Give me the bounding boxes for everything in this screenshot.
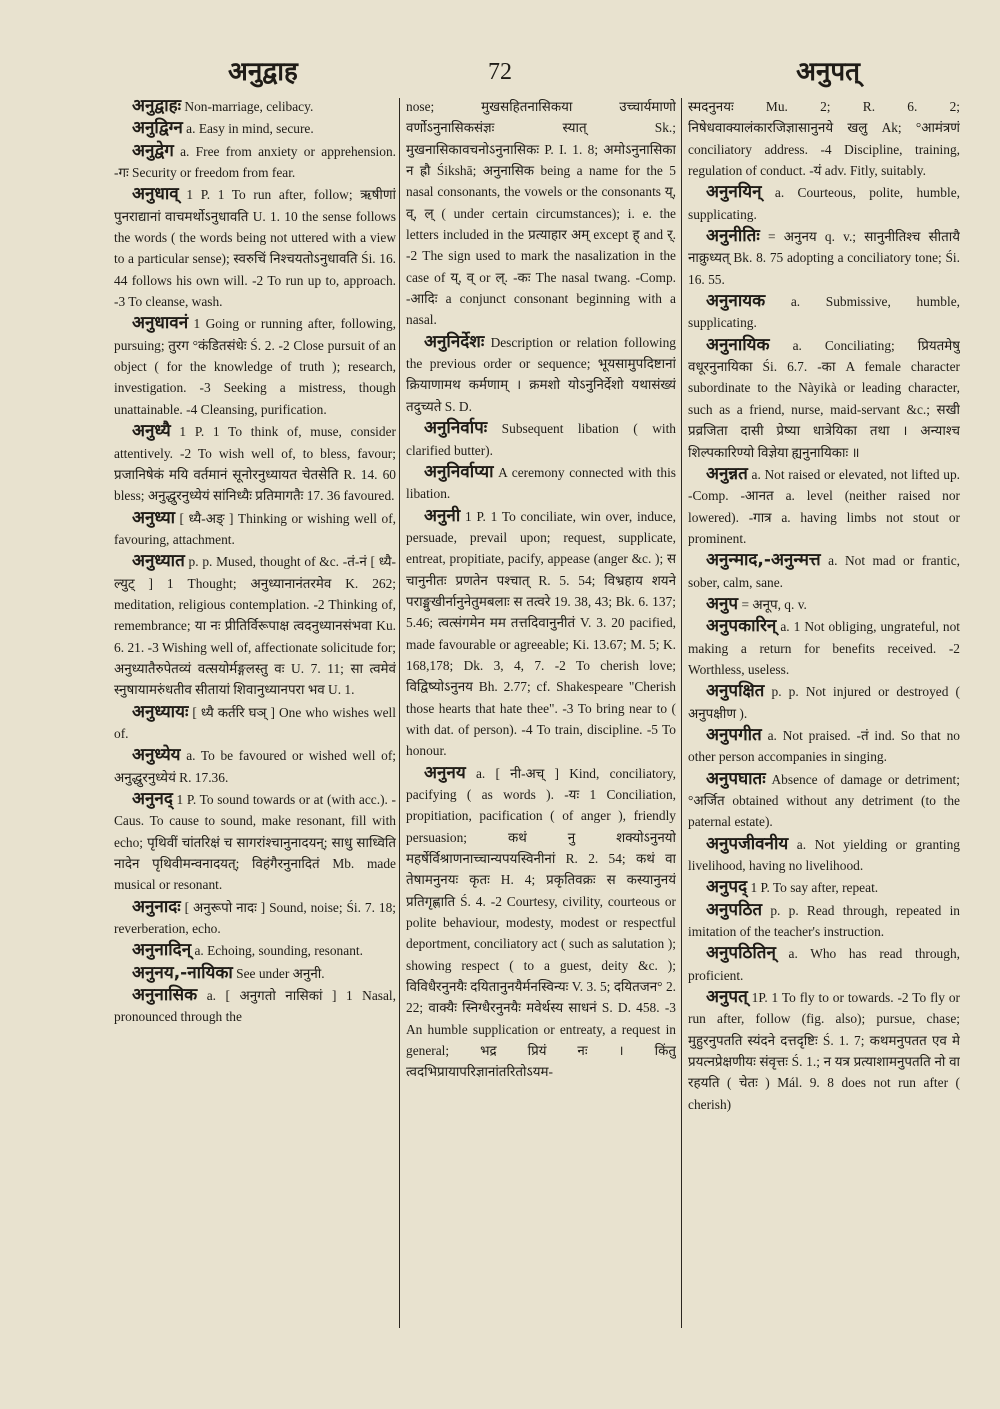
column-left [114,96,396,1332]
dictionary-entry [688,877,960,898]
entry-headword: अनुध्येय [132,745,181,766]
dictionary-entry [114,940,396,961]
dictionary-entry [688,681,960,724]
entry-definition: Description or relation following the previous order or sequence; भूयसामुपदिष्टानां क्रियाणामथ कर्मणाम् । क्रमशो योऽनुनिर्देशो यथासंख्यं तदुच्यते S. D. [406,334,676,414]
entry-definition: a. Courteous, polite, humble, supplicating. [688,185,960,222]
dictionary-entry [114,96,396,117]
column-divider [399,98,400,1328]
entry-headword: अनुनिर्वापः [424,418,488,439]
entry-definition: 1 P. 1 To run after, follow; ऋषीणां पुनराद्यानां वाचमर्थोऽनुधावति U. 1. 10 the sense follows the words ( the words being not uttered with a view to a particular sense); स्वरुचिं निश्चयतोऽनुधावति Śi. 16. 44 follows his own will. -2 To run up to, approach. -3 To cleanse, wash. [114,187,396,310]
entry-headword: अनुनय,-नायिका [132,962,233,983]
entry-headword: अनुनायक [706,291,766,312]
column-middle [406,96,676,1332]
entry-definition: [ अनुरूपो नादः ] Sound, noise; Śi. 7. 18; reverberation, echo. [114,899,396,937]
entry-headword: अनुधावनं [132,313,189,334]
entry-definition: nose; मुखसहितनासिकया उच्चार्यमाणो वर्णोऽनुनासिकसंज्ञः स्यात् Sk.; मुखनासिकावचनोऽनुनासिकः P. I. 1. 8; अमोऽनुनासिका न ह्रौ Śikshā; अनुनासिक being a name for the 5 nasal consonants, the vowels or the consonants य्, व्, ल् ( under certain circumstances); i. e. the letters included in the प्रत्याहार अम् except ह् and र्. -2 The sign used to mark the nasalization in the case of य्, व् or ल्. -कः The nasal twang. -Comp. -आदिः a conjunct consonant beginning with a nasal. [406,99,676,328]
dictionary-entry [688,550,960,593]
entry-definition: Non-marriage, celibacy. [181,99,314,114]
entry-headword: अनुद्वाहः [132,96,182,116]
entry-headword: अनुपत् [706,987,748,1008]
entry-headword: अनुनायिक [706,334,770,355]
entry-definition: a. Easy in mind, secure. [182,121,314,137]
dictionary-entry [688,725,960,768]
dictionary-entry [406,332,676,417]
entry-definition: a. [ अनुगतो नासिकां ] 1 Nasal, pronounced through the [114,988,396,1025]
dictionary-entry [406,763,676,1083]
entry-headword: अनुपघातः [706,768,766,789]
dictionary-entry [688,226,960,290]
entry-headword: अनुद्वेग [132,140,174,161]
entry-headword: अनुनद् [132,789,173,809]
dictionary-entry [688,769,960,833]
dictionary-entry [688,464,960,549]
header-right-guide-word: अनुपत् [796,57,860,87]
entry-headword: अनुप [706,593,739,614]
entry-definition: a. Conciliating; प्रियतमेषु वधूरनुनायिका Śi. 6.7. -का A female character subordinate to the Nàyikà or leading character, such as a friend, nurse, maid-servant &c.; सखी प्रव्रजिता दासी प्रेष्या धात्रेयिका तथा । अन्याश्च शिल्पकारिण्यो विज्ञेया ह्यनुनायिकाः ॥ [688,337,960,460]
entry-headword: अनुपजीवनीय [706,833,789,854]
entry-definition: स्मदनुनयः Mu. 2; R. 6. 2; निषेधवाक्यालंकारजिज्ञासानुनये खलु Ak; °आमंत्रणं conciliatory address. -4 Discipline, training, regulation of conduct. -यं adv. Fitly, suitably. [688,99,960,179]
entry-definition: a. 1 Not obliging, ungrateful, not making a return for benefits received. -2 Worthless, useless. [688,619,960,677]
dictionary-entry [688,291,960,334]
entry-definition: 1 P. To say after, repeat. [747,880,879,896]
dictionary-entry [114,313,396,420]
dictionary-entry [406,418,676,461]
entry-definition: Absence of damage or detriment; °अर्जित obtained without any detriment (to the paternal estate). [688,771,960,830]
entry-definition: 1 P. 1 To conciliate, win over, induce, persuade, prevail upon; request, supplicate, entreat, propitiate, pacify, appease (anger &c. ); स चानुनीतः प्रणतेन पश्चात् R. 5. 54; विभ्रहाय शयने पराङ्मुखीर्नानुनेतुमबलाः स तत्वरे 19. 38, 43; Bk. 6. 137; 5.46; त्वत्संगमेन मम तत्तदिवानुनीतं V. 3. 20 pacified, made favourable or agreeable; Ki. 13.67; M. 5; K. 168,178; Dk. 3, 4, 7. -2 To cherish love; विद्विष्योऽनुनय Bh. 2.77; cf. Shakespeare "Cherish those hearts that hate thee". -3 To bring near to ( with dat. of person). -4 To train, discipline. -5 To honour. [406,508,676,759]
dictionary-entry [688,182,960,225]
entry-definition: 1P. 1 To fly to or towards. -2 To fly or run after, follow (fig. also); pursue, chase; मुहुरनुपतति स्यंदने दत्तदृष्टिः Ś. 1. 7; कथमनुपतत एव मे प्रयत्नप्रेक्षणीयः संवृत्तः Ś. 1.; न यत्र प्रत्याशामनुपतति नो वा रहयति ( चेतः ) Mál. 9. 8 does not run after ( cherish) [688,990,960,1112]
dictionary-entry [114,745,396,788]
dictionary-entry [114,184,396,312]
entry-headword: अनुन्नत [706,463,748,484]
entry-headword: अनुपक्षित [706,681,765,702]
entry-definition: a. Not yielding or granting livelihood, having no livelihood. [688,836,960,874]
column-divider [681,98,682,1328]
entry-definition: [ ध्यै कर्तरि घञ् ] One who wishes well of. [114,704,396,741]
dictionary-entry [688,834,960,877]
entry-definition: 1 Going or running after, following, pursuing; तुरग °कंडितसंधेः Ś. 2. -2 Close pursuit of an object ( for the knowledge of truth ); research, investigation. -3 Seeking a mistress, though unattainable. -4 Cleansing, purification. [114,316,396,417]
dictionary-entry [406,462,676,505]
entry-definition: p. p. Not injured or destroyed ( अनुपक्षीण ). [688,684,960,721]
dictionary-entry [688,943,960,986]
dictionary-entry [114,963,396,984]
entry-headword: अनुनिर्देशः [424,331,485,352]
entry-headword: अनुनादिन् [132,940,192,961]
entry-headword: अनुध्या [132,507,176,528]
entry-headword: अनुपठित [706,899,763,920]
page-number: 72 [488,59,512,85]
entry-headword: अनुनीतिः [706,226,760,247]
entry-definition: See under अनुनी. [232,965,325,981]
entry-headword: अनुनय [424,762,466,783]
entry-headword: अनुद्विग्न [132,118,183,139]
entry-headword: अनुपकारिन् [706,616,777,637]
header-left-guide-word: अनुद्वाह [228,57,298,87]
entry-definition: = अनूप, q. v. [738,596,807,612]
entry-definition: a. Echoing, sounding, resonant. [191,943,363,959]
entry-headword: अनुपद् [706,877,748,898]
dictionary-entry [406,96,676,331]
dictionary-entry [114,702,396,745]
entry-definition: 1 P. 1 To think of, muse, consider attentively. -2 To wish well of, to bless, favour; प्रजानिषेकं मयि वर्तमानं सूनोरनुध्यायत चेतसेति R. 14. 60 bless; अनुद्धुरनुध्येयं सांनिध्यैः प्रतिमागतैः 17. 36 favoured. [114,424,396,504]
entry-definition: 1 P. To sound towards or at (with acc.). -Caus. To cause to sound, make resonant, fill with echo; पृथिवीं चांतरिक्षं च सागरांश्चानुनादयन्; साधु साध्विति नादेन पृथिवीमन्वनादयत्; विहंगैरनुनादितं Mb. made musical or resonant. [114,792,396,893]
entry-headword: अनुध्यात [132,551,185,572]
entry-headword: अनुपगीत [706,724,762,745]
entry-definition: a. [ नी-अच् ] Kind, conciliatory, pacifying ( as words ). -यः 1 Conciliation, propitiation, pacification ( of anger ), friendly persuasion; कथं नु शक्योऽनुनयो महर्षेर्विश्राणनाच्चान्यपयस्विनीनां R. 2. 54; कथं वा तेषामनुनयः कृतः H. 4; प्रकृतिवक्रः स कस्यानुनयं प्रतिगृह्णाति Ś. 4. -2 Courtesy, civility, courteous or polite behaviour, modesty, modest or respectful deportment, conciliatory act ( such as salutation ); showing respect ( to a guest, deity &c. ); विविधैरनुनयैः दयितानुनयैर्मनस्विन्यः V. 3. 5; दयितजन° 2. 22; वाक्यैः स्निग्धैरनुनयैः मवेर्थस्य साधनं S. D. 458. -3 An humble supplication or entreaty, a request in general; भद्र प्रियं नः । किंतु त्वदभिप्रायापरिज्ञानांतरितोऽयम- [406,765,676,1080]
entry-headword: अनुनासिक [132,985,198,1006]
entry-headword: अनुनी [424,505,461,526]
entry-headword: अनुनादः [132,896,181,917]
dictionary-entry [114,789,396,896]
dictionary-entry [114,141,396,184]
entry-definition: A ceremony connected with this libation. [406,464,676,502]
entry-definition: a. Not mad or frantic, sober, calm, sane. [688,553,960,590]
entry-definition: p. p. Mused, thought of &c. -तं-नं [ ध्यै-ल्युट् ] 1 Thought; अनुध्यानानंतरमेव K. 262; meditation, religious contemplation. -2 Thinking of, remembrance; या नः प्रीतिर्विरूपाक्ष त्वदनुध्यानसंभवा Ku. 6. 21. -3 Wishing well of, affectionate solicitude for; अनुध्यातैरुपेतव्यं वत्सयोर्मङ्गलस्तु वः U. 7. 11; सा त्वमेवं स्नुषायामरुंधतीव सीतायां शिवानुध्यानपरा भव U. 1. [114,554,396,698]
entry-headword: अनुनयिन् [706,182,762,203]
dictionary-entry [688,335,960,463]
entry-headword: अनुपठितिन् [706,943,776,964]
dictionary-entry [114,421,396,506]
entry-definition: a. Who has read through, proficient. [688,946,960,983]
entry-definition: a. Free from anxiety or apprehension. -गः Security or freedom from fear. [114,143,396,181]
dictionary-entry [114,985,396,1028]
dictionary-entry [688,900,960,943]
dictionary-entry [688,987,960,1115]
entry-definition: [ ध्यै-अङ् ] Thinking or wishing well of, favouring, attachment. [114,510,396,547]
entry-headword: अनुध्यायः [132,701,189,722]
entry-headword: अनुनिर्वाप्या [424,461,494,482]
entry-headword: अनुन्माद,-अनुन्मत्त [706,550,821,571]
entry-headword: अनुध्यै [132,421,171,442]
entry-definition: a. Not raised or elevated, not lifted up. -Comp. -आनत a. level (neither raised nor lowered). -गात्र a. having limbs not stout or prominent. [688,466,960,546]
entry-definition: a. Submissive, humble, supplicating. [688,294,960,331]
column-right [688,96,960,1332]
dictionary-entry [688,594,960,615]
entry-definition: Subsequent libation ( with clarified butter). [406,421,676,458]
dictionary-entry [114,551,396,700]
entry-headword: अनुधाव् [132,184,179,205]
entry-definition: p. p. Read through, repeated in imitation of the teacher's instruction. [688,902,960,940]
dictionary-entry [688,616,960,680]
dictionary-entry [114,508,396,551]
dictionary-entry [114,118,396,139]
dictionary-entry [406,506,676,762]
entry-definition: a. To be favoured or wished well of; अनुद्धुरनुध्येयं R. 17.36. [114,748,396,785]
entry-definition: = अनुनय q. v.; सानुनीतिश्च सीतायै नाक्रुध्यत् Bk. 8. 75 adopting a conciliatory tone; Śi. 16. 55. [688,229,960,287]
dictionary-entry [114,897,396,940]
entry-definition: a. Not praised. -तं ind. So that no other person accompanies in singing. [688,727,960,765]
dictionary-entry [688,96,960,181]
